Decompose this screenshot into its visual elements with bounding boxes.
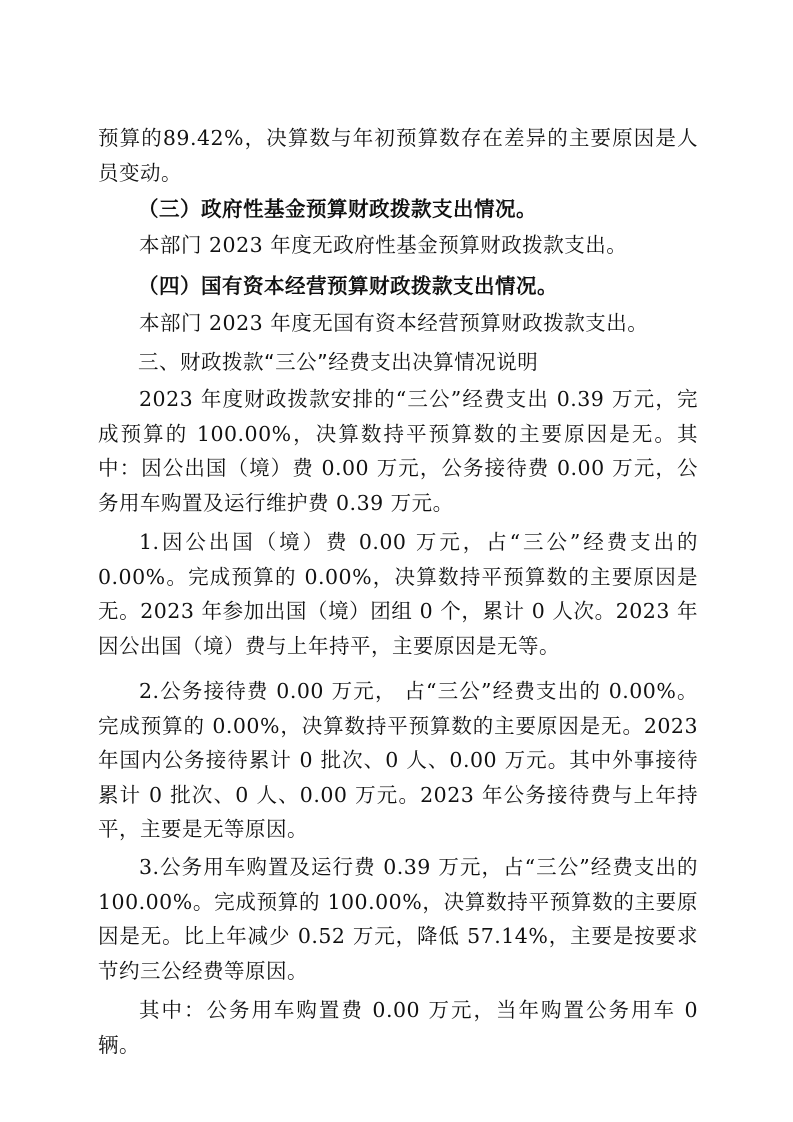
heading-state-capital: （四）国有资本经营预算财政拨款支出情况。 <box>138 274 558 298</box>
paragraph-state-capital: 本部门 2023 年度无国有资本经营预算财政拨款支出。 <box>139 311 649 335</box>
heading-government-fund: （三）政府性基金预算财政拨款支出情况。 <box>138 197 537 221</box>
paragraph-budget-ratio: 预算的89.42%，决算数与年初预算数存在差异的主要原因是人员变动。 <box>98 126 698 185</box>
paragraph-three-public-summary: 2023 年度财政拨款安排的“三公”经费支出 0.39 万元，完成预算的 100.00%，决算数持平预算数的主要原因是无。其中：因公出国（境）费 0.00 万元，公务接待费 0.00 万元，公务用车购置及运行维护费 0.39 万元。 <box>98 387 698 515</box>
paragraph-official-vehicles: 3.公务用车购置及运行费 0.39 万元，占“三公”经费支出的 100.00%。完成预算的 100.00%，决算数持平预算数的主要原因是无。比上年减少 0.52 万元，降低 57.14%，主要是按要求节约三公经费等原因。 <box>98 855 698 983</box>
paragraph-overseas-travel: 1.因公出国（境）费 0.00 万元，占“三公”经费支出的 0.00%。完成预算的 0.00%，决算数持平预算数的主要原因是无。2023 年参加出国（境）团组 0 个，累计 0 人次。2023 年因公出国（境）费与上年持平，主要原因是无等。 <box>98 530 698 658</box>
paragraph-government-fund: 本部门 2023 年度无政府性基金预算财政拨款支出。 <box>139 233 628 257</box>
heading-three-public-expenses: 三、财政拨款“三公”经费支出决算情况说明 <box>138 350 539 374</box>
paragraph-official-reception: 2.公务接待费 0.00 万元， 占“三公”经费支出的 0.00%。完成预算的 0.00%，决算数持平预算数的主要原因是无。2023 年国内公务接待累计 0 批次、0 人、0.00 万元。其中外事接待累计 0 批次、0 人、0.00 万元。2023 年公务接待费与上年持平，主要是无等原因。 <box>98 679 698 841</box>
paragraph-vehicle-purchase: 其中：公务用车购置费 0.00 万元，当年购置公务用车 0 辆。 <box>98 998 698 1057</box>
